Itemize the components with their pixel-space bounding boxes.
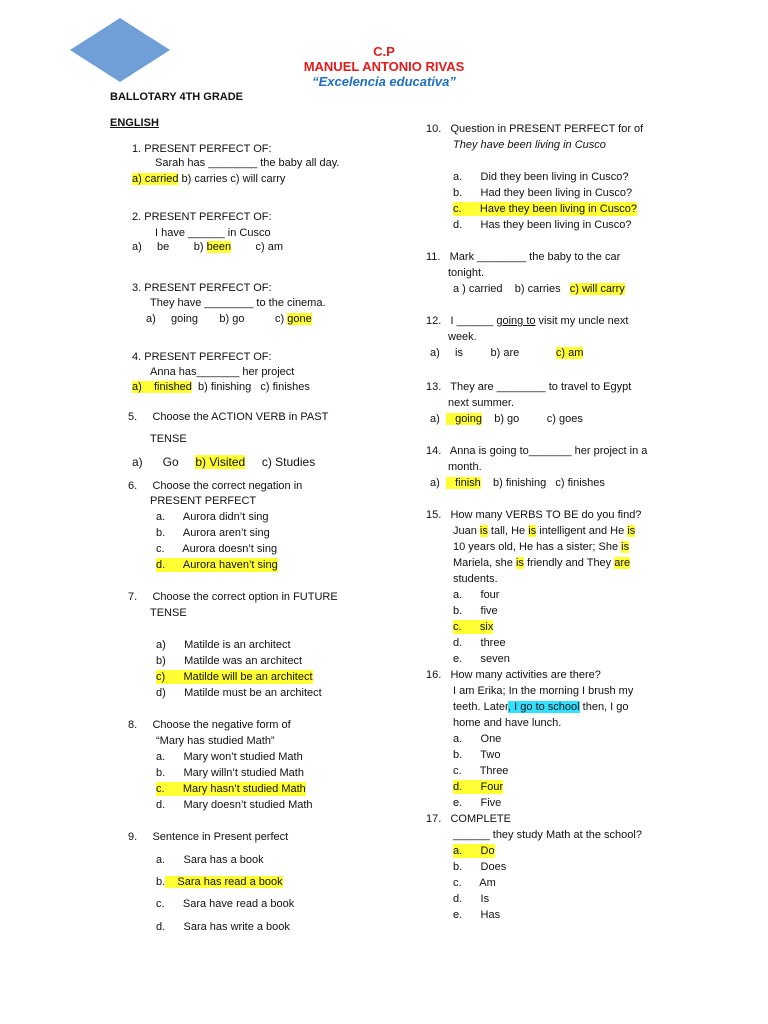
q6-prompt-2: PRESENT PERFECT	[150, 495, 257, 507]
q7-option-a: a) Matilde is an architect	[156, 639, 291, 651]
q7-prompt: 7. Choose the correct option in FUTURE	[128, 591, 338, 603]
q15-verb-highlight: is	[515, 557, 524, 569]
q9-prompt: 9. Sentence in Present perfect	[128, 831, 289, 843]
q9-option-b	[156, 875, 283, 889]
q16-option-c: c. Three	[453, 765, 509, 777]
q15-text-line-2	[453, 540, 629, 554]
q15-option-a: a. four	[453, 589, 500, 601]
q13-option-a-letter: a)	[430, 413, 446, 425]
q3-sentence: They have ________ to the cinema.	[150, 297, 326, 309]
q15-text: 10 years old, He has a sister; She	[453, 541, 622, 553]
q10-prompt: 10. Question in PRESENT PERFECT for of	[426, 123, 644, 135]
q14-prompt: 14. Anna is going to_______ her project in a	[426, 445, 648, 457]
q2-sentence: I have ______ in Cusco	[155, 227, 271, 239]
q14-answer: finish	[445, 477, 481, 489]
q2-options	[132, 240, 283, 254]
q15-text: Juan	[453, 525, 480, 537]
q12-prompt-end: visit my uncle next	[535, 315, 629, 327]
q11-prompt: 11. Mark ________ the baby to the car	[426, 251, 621, 263]
q15-text: friendly and They	[523, 557, 615, 569]
q5-answer: b) Visited	[195, 455, 246, 469]
q15-text-line-3	[453, 556, 630, 570]
q8-option-d: d. Mary doesn’t studied Math	[156, 799, 313, 811]
q11-prompt-2: tonight.	[448, 267, 485, 279]
q5-option-c: c) Studies	[245, 455, 316, 469]
q15-answer: c. six	[453, 621, 494, 633]
q12-prompt-start: 12. I ______	[426, 315, 497, 327]
q16-text: teeth. Later	[453, 701, 509, 713]
q11-options	[453, 282, 625, 296]
q1-answer: a) carried	[132, 173, 179, 185]
q3-prompt: 3. PRESENT PERFECT OF:	[132, 282, 272, 294]
q16-text: then, I go	[579, 701, 629, 713]
q16-text-line-3: home and have lunch.	[453, 717, 562, 729]
q8-option-a: a. Mary won’t studied Math	[156, 751, 303, 763]
q17-option-c: c. Am	[453, 877, 496, 889]
q16-text-line-2	[453, 700, 629, 714]
q17-option-b: b. Does	[453, 861, 507, 873]
q15-option-e: e. seven	[453, 653, 510, 665]
q12-options	[430, 346, 583, 360]
q8-option-b: b. Mary willn’t studied Math	[156, 767, 304, 779]
q15-text-line-4: students.	[453, 573, 498, 585]
q16-answer: d. Four	[453, 781, 504, 793]
q14-prompt-2: month.	[448, 461, 482, 473]
q1-prompt: 1. PRESENT PERFECT OF:	[132, 143, 272, 155]
q7-answer: c) Matilde will be an architect	[156, 671, 313, 683]
q3-other-options: a) going b) go c)	[146, 313, 288, 325]
q16-option-b: b. Two	[453, 749, 501, 761]
q13-prompt: 13. They are ________ to travel to Egypt	[426, 381, 632, 393]
q4-answer: a) finished	[132, 381, 192, 393]
q8-prompt-2: “Mary has studied Math”	[156, 735, 275, 747]
q4-prompt: 4. PRESENT PERFECT OF:	[132, 351, 272, 363]
q5-prompt: 5. Choose the ACTION VERB in PAST	[128, 411, 329, 423]
school-name: MANUEL ANTONIO RIVAS	[303, 59, 465, 74]
q5-prompt-2: TENSE	[150, 433, 187, 445]
q13-answer: going	[445, 413, 482, 425]
q10-option-d: d. Has they been living in Cusco?	[453, 219, 632, 231]
q12-answer: c) am	[555, 347, 584, 359]
q5-options	[132, 455, 315, 469]
q17-prompt-2: ______ they study Math at the school?	[453, 829, 642, 841]
q15-text-line-1	[453, 524, 635, 538]
q2-answer: been	[206, 241, 232, 253]
q16-prompt: 16. How many activities are there?	[426, 669, 601, 681]
q9-option-c: c. Sara have read a book	[156, 898, 295, 910]
q2-option-c: c) am	[231, 241, 284, 253]
q4-other-options: b) finishing c) finishes	[191, 381, 310, 393]
q15-option-d: d. three	[453, 637, 506, 649]
q15-prompt: 15. How many VERBS TO BE do you find?	[426, 509, 642, 521]
q9-option-b-letter: b.	[156, 876, 166, 888]
q14-options	[430, 476, 605, 490]
q12-prompt	[426, 314, 628, 328]
q8-prompt: 8. Choose the negative form of	[128, 719, 291, 731]
q14-option-a-letter: a)	[430, 477, 446, 489]
q6-option-b: b. Aurora aren’t sing	[156, 527, 270, 539]
q6-answer: d. Aurora haven’t sing	[156, 559, 278, 571]
q10-prompt-2: They have been living in Cusco	[453, 139, 606, 151]
q17-prompt: 17. COMPLETE	[426, 813, 511, 825]
q13-other-options: b) go c) goes	[482, 413, 583, 425]
q11-answer: c) will carry	[569, 283, 625, 295]
page-title: BALLOTARY 4TH GRADE	[110, 91, 244, 103]
school-header	[0, 44, 768, 89]
q1-options	[132, 172, 285, 186]
q8-answer: c. Mary hasn’t studied Math	[156, 783, 306, 795]
q10-option-b: b. Had they been living in Cusco?	[453, 187, 633, 199]
q14-other-options: b) finishing c) finishes	[480, 477, 605, 489]
q3-options	[146, 312, 312, 326]
q1-sentence: Sarah has ________ the baby all day.	[155, 157, 340, 169]
school-motto: “Excelencia educativa”	[312, 74, 456, 89]
q7-option-d: d) Matilde must be an architect	[156, 687, 322, 699]
q10-option-a: a. Did they been living in Cusco?	[453, 171, 629, 183]
q9-option-d: d. Sara has write a book	[156, 921, 290, 933]
q4-options	[132, 380, 310, 394]
q13-prompt-2: next summer.	[448, 397, 515, 409]
q15-verb-highlight: is	[479, 525, 488, 537]
q15-verb-highlight: is	[621, 541, 630, 553]
q2-option-a: a) be b)	[132, 241, 207, 253]
q1-other-options: b) carries c) will carry	[178, 173, 286, 185]
q4-sentence: Anna has_______ her project	[150, 366, 295, 378]
q15-option-b: b. five	[453, 605, 498, 617]
q10-answer: c. Have they been living in Cusco?	[453, 203, 638, 215]
q6-prompt: 6. Choose the correct negation in	[128, 480, 303, 492]
q6-option-a: a. Aurora didn’t sing	[156, 511, 269, 523]
q7-prompt-2: TENSE	[150, 607, 187, 619]
q5-option-a: a) Go	[132, 455, 196, 469]
q15-text: tall, He	[487, 525, 529, 537]
q16-option-a: a. One	[453, 733, 502, 745]
q12-prompt-2: week.	[448, 331, 477, 343]
subject-title: ENGLISH	[110, 117, 159, 129]
q17-option-e: e. Has	[453, 909, 501, 921]
q15-text: Mariela, she	[453, 557, 516, 569]
q12-prompt-underlined: going to	[496, 315, 536, 327]
q17-answer: a. Do	[453, 845, 495, 857]
q2-prompt: 2. PRESENT PERFECT OF:	[132, 211, 272, 223]
q15-verb-highlight: is	[627, 525, 636, 537]
q6-option-c: c. Aurora doesn’t sing	[156, 543, 278, 555]
q9-answer: Sara has read a book	[165, 876, 283, 888]
q9-option-a: a. Sara has a book	[156, 854, 264, 866]
q15-verb-highlight: is	[528, 525, 537, 537]
q7-option-b: b) Matilde was an architect	[156, 655, 303, 667]
school-cp: C.P	[373, 44, 395, 59]
q11-other-options: a ) carried b) carries	[453, 283, 570, 295]
q12-other-options: a) is b) are	[430, 347, 556, 359]
q3-answer: gone	[287, 313, 312, 325]
q15-verb-highlight: are	[614, 557, 631, 569]
q17-option-d: d. Is	[453, 893, 490, 905]
q16-option-e: e. Five	[453, 797, 502, 809]
q16-text-line-1: I am Erika; In the morning I brush my	[453, 685, 634, 697]
q13-options	[430, 412, 583, 426]
q16-activity-highlight: , I go to school	[508, 701, 580, 713]
q15-text: intelligent and He	[536, 525, 628, 537]
